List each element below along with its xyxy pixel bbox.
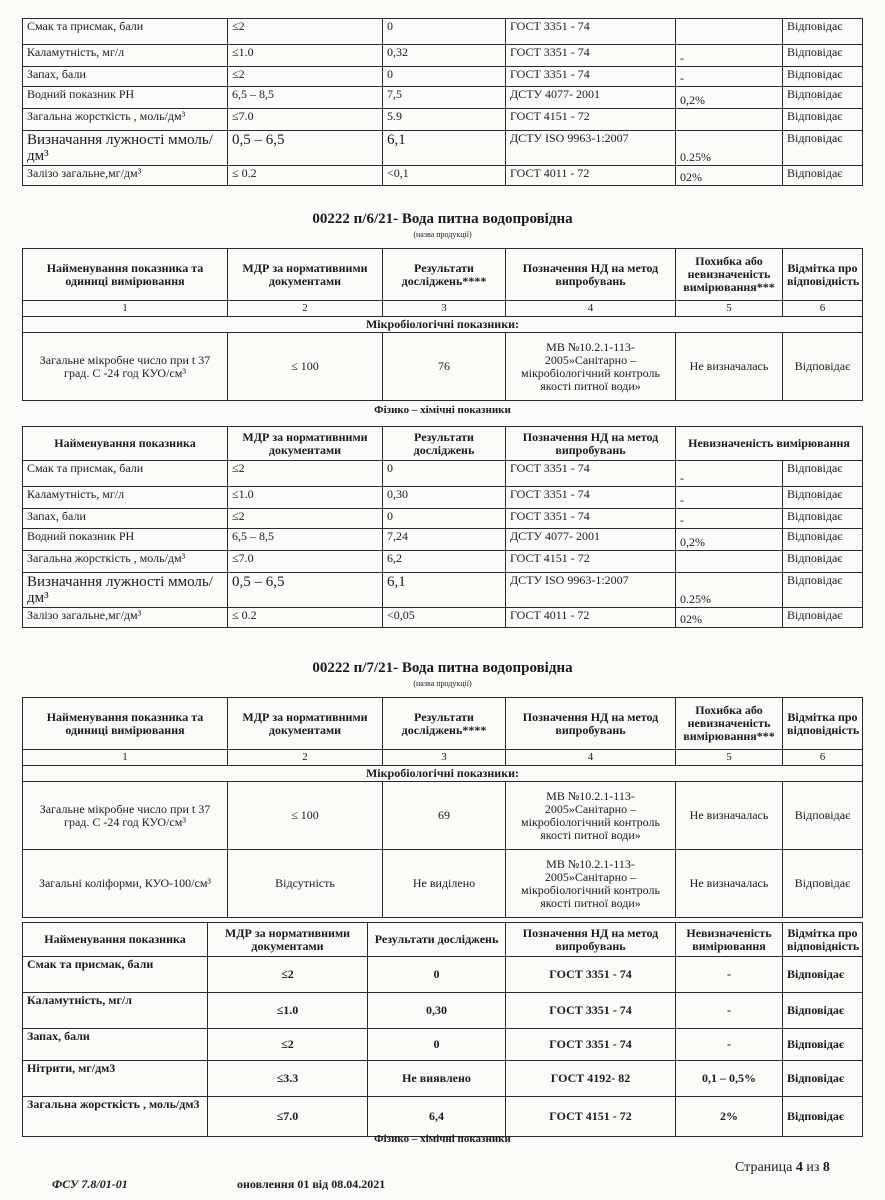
column-header: Результати досліджень**** [383,249,506,301]
column-number: 3 [383,750,506,766]
result-value: <0,05 [383,608,506,628]
column-header: Відмітка про відповідність [783,698,863,750]
method-standard: ГОСТ 3351 - 74 [506,45,676,67]
compliance-mark: Відповідає [783,782,863,850]
compliance-mark: Відповідає [783,166,863,186]
result-value: 6,4 [368,1097,506,1137]
section6-physchem-label: Фізико – хімічні показники [374,404,511,416]
indicator-name: Каламутність, мг/л [23,45,228,67]
table-section7-physchem [22,922,863,1137]
indicator-name: Загальна жорсткість , моль/дм³ [23,109,228,131]
uncertainty-value [676,19,783,45]
section-label-row [23,766,863,782]
uncertainty-value: - [676,45,783,67]
section7-physchem-label: Фізико – хімічні показники [374,1133,511,1145]
table-row [23,109,863,131]
indicator-name: Загальні коліформи, КУО-100/см³ [23,850,228,918]
column-header: Відмітка про відповідність [783,249,863,301]
column-number: 2 [228,750,383,766]
norm-value: ≤7.0 [228,551,383,573]
method-standard: ГОСТ 4151 - 72 [506,1097,676,1137]
table-row [23,333,863,401]
table-row [23,993,863,1029]
compliance-mark: Відповідає [783,529,863,551]
update-info: оновлення 01 від 08.04.2021 [237,1177,386,1191]
norm-value: ≤7.0 [228,109,383,131]
uncertainty-value [676,551,783,573]
table-row [23,87,863,109]
table-row [23,45,863,67]
indicator-name: Загальне мікробне число при t 37 град. С -24 год КУО/см³ [23,333,228,401]
uncertainty-value: Не визначалась [676,333,783,401]
column-header: Результати досліджень [368,923,506,957]
table-row [23,551,863,573]
indicator-name: Залізо загальне,мг/дм³ [23,166,228,186]
indicator-name: Каламутність, мг/л [23,487,228,509]
norm-value: ≤ 100 [228,782,383,850]
table-row [23,1061,863,1097]
column-header: Найменування показника та одиниці вимірювання [23,249,228,301]
norm-value: ≤1.0 [228,487,383,509]
method-standard: ГОСТ 3351 - 74 [506,487,676,509]
column-number: 4 [506,750,676,766]
norm-value: ≤2 [228,461,383,487]
table-section6-micro [22,248,863,401]
method-standard: ДСТУ 4077- 2001 [506,87,676,109]
form-code: ФСУ 7.8/01-01 [52,1177,128,1191]
table-row [23,1097,863,1137]
indicator-name: Запах, бали [23,1029,208,1061]
uncertainty-value: - [676,957,783,993]
uncertainty-value: Не визначалась [676,850,783,918]
compliance-mark: Відповідає [783,509,863,529]
table-row [23,487,863,509]
column-header: Найменування показника [23,923,208,957]
compliance-mark: Відповідає [783,573,863,608]
norm-value: ≤2 [208,957,368,993]
result-value: 0 [383,461,506,487]
page-separator: из [806,1160,820,1175]
table-header-row [23,249,863,301]
compliance-mark: Відповідає [783,1061,863,1097]
section7-title: 00222 п/7/21- Вода питна водопровідна [312,660,573,676]
norm-value: 6,5 – 8,5 [228,529,383,551]
column-header: Найменування показника та одиниці вимірювання [23,698,228,750]
indicator-name: Запах, бали [23,67,228,87]
uncertainty-value: - [676,67,783,87]
norm-value: ≤ 0.2 [228,608,383,628]
method-standard: ГОСТ 3351 - 74 [506,1029,676,1061]
compliance-mark: Відповідає [783,608,863,628]
column-header: Позначення НД на метод випробувань [506,698,676,750]
table-row [23,957,863,993]
page-counter [735,1160,830,1176]
compliance-mark: Відповідає [783,993,863,1029]
column-header: Відмітка про відповідність [783,923,863,957]
result-value: 0,30 [383,487,506,509]
result-value: 0 [383,19,506,45]
method-standard: ГОСТ 4151 - 72 [506,109,676,131]
result-value: 0 [368,957,506,993]
column-number: 2 [228,301,383,317]
column-header: Результати досліджень [383,427,506,461]
uncertainty-value: Не визначалась [676,782,783,850]
section7-subtitle: (назва продукції) [413,679,472,688]
table-row [23,608,863,628]
table-row [23,573,863,608]
method-standard: ГОСТ 3351 - 74 [506,509,676,529]
indicator-name: Смак та присмак, бали [23,19,228,45]
method-standard: МВ №10.2.1-113-2005»Санітарно – мікробіологічний контроль якості питної води» [506,850,676,918]
table-row [23,850,863,918]
column-header: Найменування показника [23,427,228,461]
table-row [23,782,863,850]
compliance-mark: Відповідає [783,131,863,166]
method-standard: ГОСТ 3351 - 74 [506,993,676,1029]
method-standard: ГОСТ 3351 - 74 [506,957,676,993]
result-value: 6,1 [383,573,506,608]
result-value: 0,30 [368,993,506,1029]
method-standard: ДСТУ ISO 9963-1:2007 [506,131,676,166]
result-value: 0 [368,1029,506,1061]
indicator-name: Загальна жорсткість , моль/дм³ [23,551,228,573]
norm-value: 0,5 – 6,5 [228,131,383,166]
norm-value: ≤2 [228,509,383,529]
column-header: Результати досліджень**** [383,698,506,750]
column-number: 6 [783,301,863,317]
method-standard: ДСТУ 4077- 2001 [506,529,676,551]
column-header: Похибка або невизначеність вимірювання*** [676,698,783,750]
uncertainty-value: 0.25% [676,573,783,608]
result-value: 6,1 [383,131,506,166]
uncertainty-value: - [676,461,783,487]
uncertainty-value: - [676,487,783,509]
compliance-mark: Відповідає [783,461,863,487]
result-value: 7,5 [383,87,506,109]
indicator-name: Залізо загальне,мг/дм³ [23,608,228,628]
uncertainty-value: - [676,993,783,1029]
indicator-name: Нітрити, мг/дм3 [23,1061,208,1097]
column-header: Невизначеність вимірювання [676,427,863,461]
norm-value: ≤ 0.2 [228,166,383,186]
indicator-name: Визначання лужності ммоль/дм³ [23,131,228,166]
column-header: Невизначеність вимірювання [676,923,783,957]
result-value: 0 [383,67,506,87]
result-value: <0,1 [383,166,506,186]
result-value: Не виявлено [368,1061,506,1097]
table-row [23,509,863,529]
compliance-mark: Відповідає [783,19,863,45]
norm-value: ≤3.3 [208,1061,368,1097]
method-standard: ГОСТ 4011 - 72 [506,166,676,186]
table-row [23,67,863,87]
result-value: 0,32 [383,45,506,67]
table-row [23,19,863,45]
uncertainty-value: 0,2% [676,87,783,109]
column-header: МДР за нормативними документами [228,249,383,301]
indicator-name: Запах, бали [23,509,228,529]
norm-value: ≤7.0 [208,1097,368,1137]
section-label-row [23,317,863,333]
method-standard: МВ №10.2.1-113-2005»Санітарно – мікробіологічний контроль якості питної води» [506,782,676,850]
table-top-physchem [22,18,863,186]
column-number-row [23,750,863,766]
table-row [23,529,863,551]
uncertainty-value: 0.25% [676,131,783,166]
table-row [23,166,863,186]
compliance-mark: Відповідає [783,957,863,993]
indicator-name: Визначання лужності ммоль/дм³ [23,573,228,608]
result-value: 76 [383,333,506,401]
indicator-name: Каламутність, мг/л [23,993,208,1029]
uncertainty-value: 2% [676,1097,783,1137]
table-row [23,461,863,487]
column-header: МДР за нормативними документами [228,427,383,461]
norm-value: ≤1.0 [208,993,368,1029]
method-standard: ГОСТ 3351 - 74 [506,67,676,87]
method-standard: ГОСТ 4151 - 72 [506,551,676,573]
indicator-name: Смак та присмак, бали [23,461,228,487]
compliance-mark: Відповідає [783,850,863,918]
section-label: Мікробіологічні показники: [23,317,863,333]
compliance-mark: Відповідає [783,109,863,131]
page-total: 8 [822,1160,830,1175]
method-standard: ГОСТ 4011 - 72 [506,608,676,628]
compliance-mark: Відповідає [783,87,863,109]
indicator-name: Загальна жорсткість , моль/дм3 [23,1097,208,1137]
column-header: Позначення НД на метод випробувань [506,249,676,301]
table-row [23,131,863,166]
uncertainty-value: - [676,1029,783,1061]
compliance-mark: Відповідає [783,1097,863,1137]
table-row [23,1029,863,1061]
column-header: МДР за нормативними документами [228,698,383,750]
indicator-name: Водний показник РН [23,87,228,109]
column-number: 5 [676,750,783,766]
compliance-mark: Відповідає [783,67,863,87]
compliance-mark: Відповідає [783,551,863,573]
table-header-row [23,427,863,461]
uncertainty-value: 0,1 – 0,5% [676,1061,783,1097]
column-number: 5 [676,301,783,317]
indicator-name: Смак та присмак, бали [23,957,208,993]
result-value: 5.9 [383,109,506,131]
norm-value: ≤2 [208,1029,368,1061]
result-value: 6,2 [383,551,506,573]
column-header: Позначення НД на метод випробувань [506,427,676,461]
column-number-row [23,301,863,317]
table-header-row [23,698,863,750]
norm-value: ≤ 100 [228,333,383,401]
column-header: МДР за нормативними документами [208,923,368,957]
table-header-row [23,923,863,957]
column-header: Похибка або невизначеність вимірювання*** [676,249,783,301]
uncertainty-value: 02% [676,166,783,186]
result-value: 69 [383,782,506,850]
table-section6-physchem [22,426,863,628]
column-number: 6 [783,750,863,766]
compliance-mark: Відповідає [783,487,863,509]
norm-value: ≤2 [228,67,383,87]
indicator-name: Загальне мікробне число при t 37 град. С -24 год КУО/см³ [23,782,228,850]
compliance-mark: Відповідає [783,333,863,401]
uncertainty-value [676,109,783,131]
section6-title: 00222 п/6/21- Вода питна водопровідна [312,211,573,227]
section-label: Мікробіологічні показники: [23,766,863,782]
uncertainty-value: 02% [676,608,783,628]
method-standard: ГОСТ 3351 - 74 [506,19,676,45]
uncertainty-value: 0,2% [676,529,783,551]
table-section7-micro [22,697,863,918]
method-standard: ГОСТ 3351 - 74 [506,461,676,487]
norm-value: 0,5 – 6,5 [228,573,383,608]
indicator-name: Водний показник РН [23,529,228,551]
result-value: 7,24 [383,529,506,551]
result-value: 0 [383,509,506,529]
method-standard: МВ №10.2.1-113-2005»Санітарно – мікробіологічний контроль якості питної води» [506,333,676,401]
method-standard: ДСТУ ISO 9963-1:2007 [506,573,676,608]
method-standard: ГОСТ 4192- 82 [506,1061,676,1097]
compliance-mark: Відповідає [783,1029,863,1061]
column-number: 1 [23,301,228,317]
column-number: 1 [23,750,228,766]
column-number: 4 [506,301,676,317]
column-number: 3 [383,301,506,317]
norm-value: ≤1.0 [228,45,383,67]
section6-subtitle: (назва продукції) [413,230,472,239]
norm-value: ≤2 [228,19,383,45]
result-value: Не виділено [383,850,506,918]
page-prefix: Страница [735,1160,793,1175]
norm-value: 6,5 – 8,5 [228,87,383,109]
column-header: Позначення НД на метод випробувань [506,923,676,957]
uncertainty-value: - [676,509,783,529]
page-number: 4 [795,1160,803,1175]
compliance-mark: Відповідає [783,45,863,67]
norm-value: Відсутність [228,850,383,918]
